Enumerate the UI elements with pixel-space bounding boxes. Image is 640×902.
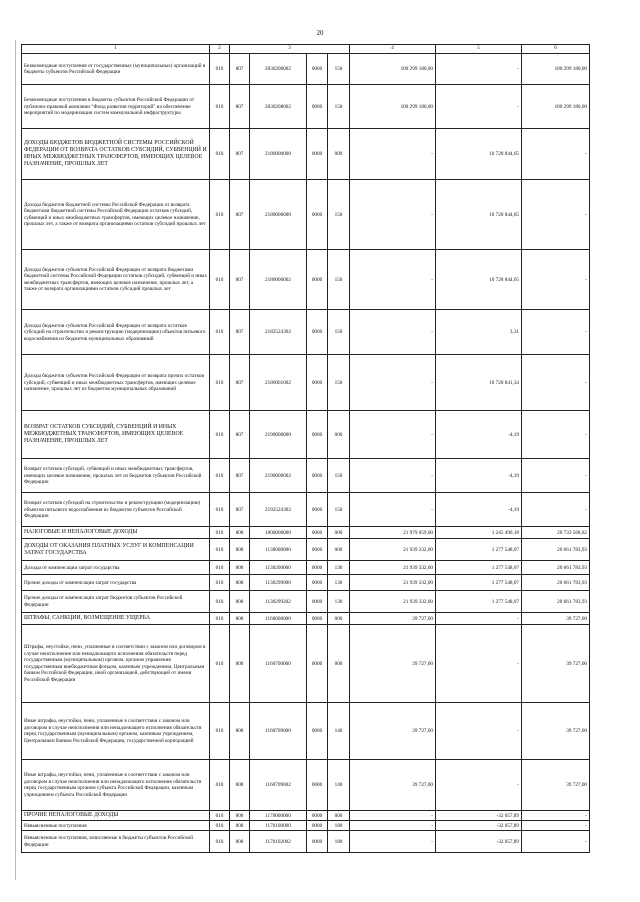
row-code-program: 0000 xyxy=(307,129,328,180)
row-value-executed: 10 728 844,65 xyxy=(436,129,522,180)
row-value-remaining: - xyxy=(522,831,590,853)
table-row xyxy=(22,561,590,575)
row-code-a: 010 xyxy=(210,411,230,459)
row-value-approved: - xyxy=(350,411,436,459)
row-name: Невыясненные поступления, зачисляемые в бюджеты субъектов Российской Федерации xyxy=(22,831,210,853)
row-code-main: 1160000000 xyxy=(250,613,307,625)
row-code-program: 0000 xyxy=(307,411,328,459)
row-code-kosgu: 130 xyxy=(328,575,350,591)
row-value-remaining: - xyxy=(522,411,590,459)
row-name: ПРОЧИЕ НЕНАЛОГОВЫЕ ДОХОДЫ xyxy=(22,811,210,821)
row-code-main: 2182524302 xyxy=(250,310,307,355)
row-code-main: 1170100000 xyxy=(250,821,307,831)
row-value-executed: -32 057,89 xyxy=(436,831,522,853)
row-code-a: 010 xyxy=(210,355,230,411)
row-value-executed: 1 245 490,18 xyxy=(436,527,522,539)
row-value-approved: 39 727,00 xyxy=(350,625,436,703)
row-name: Возврат остатков субсидий, субвенций и иных межбюджетных трансфертов, имеющих целевое назначение, прошлых лет из бюджетов субъектов Российской Федерации xyxy=(22,459,210,493)
row-value-executed: - xyxy=(436,625,522,703)
row-code-a: 010 xyxy=(210,527,230,539)
row-name: Доходы бюджетов субъектов Российской Федерации от возврата бюджетами бюджетной системы Российской Федерации остатков субсидий, субвенций и иных межбюджетных трансфертов, имеющих целевое назначение, прошлых лет, а также от возврата организациями остатков субсидий прошлых лет xyxy=(22,250,210,310)
row-name: Доходы бюджетов субъектов Российской Федерации от возврата прочих остатков субсидий, субвенций и иных межбюджетных трансфертов, имеющих целевое назначение, прошлых лет из бюджетов муниципальных образований xyxy=(22,355,210,411)
table-row xyxy=(22,85,590,129)
row-code-main: 1130299000 xyxy=(250,575,307,591)
table-row xyxy=(22,411,590,459)
row-code-kosgu: 150 xyxy=(328,85,350,129)
row-value-remaining: - xyxy=(522,493,590,527)
row-code-a: 010 xyxy=(210,821,230,831)
row-value-executed: 3,31 xyxy=(436,310,522,355)
row-name: Возврат остатков субсидий на строительство и реконструкцию (модернизацию) объектов питьевого водоснабжения из бюджетов субъектов Российской Федерации xyxy=(22,493,210,527)
table-row xyxy=(22,760,590,811)
row-value-approved: - xyxy=(350,821,436,831)
row-code-main: 2192524302 xyxy=(250,493,307,527)
row-code-main: 1170000000 xyxy=(250,811,307,821)
row-name: Доходы от компенсации затрат государства xyxy=(22,561,210,575)
row-code-kosgu: 130 xyxy=(328,591,350,613)
row-code-kosgu: 000 xyxy=(328,613,350,625)
row-code-program: 0000 xyxy=(307,355,328,411)
header-col-2: 2 xyxy=(210,45,230,54)
row-name: ШТРАФЫ, САНКЦИИ, ВОЗМЕЩЕНИЕ УЩЕРБА xyxy=(22,613,210,625)
row-code-admin: 808 xyxy=(230,821,250,831)
row-code-a: 010 xyxy=(210,180,230,250)
row-code-main: 1160700000 xyxy=(250,625,307,703)
row-code-main: 2180000002 xyxy=(250,250,307,310)
row-code-a: 010 xyxy=(210,613,230,625)
row-name: Прочие доходы от компенсации затрат государства xyxy=(22,575,210,591)
row-name: Доходы бюджетов бюджетной системы Российской Федерации от возврата бюджетами бюджетной системы Российской Федерации остатков субсидий, субвенций и иных межбюджетных трансфертов, имеющих целевое назначение, прошлых лет, а также от возврата организациями остатков субсидий прошлых лет xyxy=(22,180,210,250)
row-value-remaining: 39 727,00 xyxy=(522,625,590,703)
row-code-a: 010 xyxy=(210,831,230,853)
row-code-main: 1000000000 xyxy=(250,527,307,539)
header-col-6: 6 xyxy=(522,45,590,54)
header-row xyxy=(22,45,590,54)
row-code-main: 2190000000 xyxy=(250,411,307,459)
row-code-kosgu: 000 xyxy=(328,625,350,703)
row-value-remaining: - xyxy=(522,821,590,831)
row-code-admin: 808 xyxy=(230,539,250,561)
row-value-approved: 21 979 059,00 xyxy=(350,527,436,539)
row-value-executed: -32 057,89 xyxy=(436,811,522,821)
row-name: Безвозмездные поступления в бюджеты субъектов Российской Федерации от публично-правовой компании "Фонд развития территорий" на обеспечение мероприятий по модернизации систем коммунальной инфраструктуры xyxy=(22,85,210,129)
table-row xyxy=(22,54,590,85)
row-name: Прочие доходы от компенсации затрат бюджетов субъектов Российской Федерации xyxy=(22,591,210,613)
row-code-kosgu: 140 xyxy=(328,760,350,811)
row-code-admin: 807 xyxy=(230,250,250,310)
table-row xyxy=(22,575,590,591)
row-value-remaining: 39 727,00 xyxy=(522,703,590,760)
row-value-approved: - xyxy=(350,459,436,493)
row-code-main: 1130299202 xyxy=(250,591,307,613)
row-code-kosgu: 150 xyxy=(328,54,350,85)
row-value-approved: 39 727,00 xyxy=(350,703,436,760)
row-code-kosgu: 150 xyxy=(328,250,350,310)
table-row xyxy=(22,539,590,561)
row-value-executed: - xyxy=(436,703,522,760)
row-code-program: 0000 xyxy=(307,811,328,821)
row-value-approved: - xyxy=(350,180,436,250)
header-col-1: 1 xyxy=(22,45,210,54)
row-value-executed: -4,19 xyxy=(436,411,522,459)
row-code-admin: 808 xyxy=(230,575,250,591)
header-col-3: 3 xyxy=(230,45,350,54)
row-code-admin: 807 xyxy=(230,411,250,459)
row-code-admin: 808 xyxy=(230,613,250,625)
row-code-program: 0000 xyxy=(307,613,328,625)
row-code-admin: 807 xyxy=(230,459,250,493)
row-value-approved: - xyxy=(350,493,436,527)
row-code-program: 0000 xyxy=(307,180,328,250)
row-value-remaining: - xyxy=(522,180,590,250)
row-value-remaining: - xyxy=(522,129,590,180)
row-code-main: 1170102002 xyxy=(250,831,307,853)
row-name: Безвозмездные поступления от государственных (муниципальных) организаций в бюджеты субъектов Российской Федерации xyxy=(22,54,210,85)
row-code-a: 010 xyxy=(210,85,230,129)
table-row xyxy=(22,613,590,625)
row-value-remaining: 20 661 783,93 xyxy=(522,591,590,613)
table-row xyxy=(22,821,590,831)
row-value-executed: - xyxy=(436,54,522,85)
row-value-executed: 10 728 844,65 xyxy=(436,250,522,310)
row-code-a: 010 xyxy=(210,811,230,821)
row-code-program: 0000 xyxy=(307,250,328,310)
row-name: Доходы бюджетов субъектов Российской Федерации от возврата остатков субсидий на строительство и реконструкцию (модернизацию) объектов питьевого водоснабжения из бюджетов муниципальных образований xyxy=(22,310,210,355)
table-row xyxy=(22,180,590,250)
row-code-main: 2190000002 xyxy=(250,459,307,493)
row-value-approved: 100 299 180,00 xyxy=(350,54,436,85)
row-value-approved: 21 939 332,00 xyxy=(350,539,436,561)
row-code-program: 0000 xyxy=(307,459,328,493)
row-value-executed: 10 728 841,34 xyxy=(436,355,522,411)
row-code-a: 010 xyxy=(210,459,230,493)
row-value-approved: 21 939 332,00 xyxy=(350,561,436,575)
row-code-kosgu: 000 xyxy=(328,811,350,821)
row-value-approved: 39 727,00 xyxy=(350,613,436,625)
row-code-program: 0000 xyxy=(307,575,328,591)
table-row xyxy=(22,493,590,527)
row-value-approved: 21 939 332,00 xyxy=(350,575,436,591)
row-code-a: 010 xyxy=(210,310,230,355)
row-value-executed: 1 277 548,07 xyxy=(436,591,522,613)
row-value-remaining: - xyxy=(522,250,590,310)
row-name: Иные штрафы, неустойки, пени, уплаченные в соответствии с законом или договором в случае неисполнения или ненадлежащего исполнения обязательств перед государственным органом субъекта Российской Федерации, казенным учреждением субъекта Российской Федерации xyxy=(22,760,210,811)
row-code-kosgu: 000 xyxy=(328,527,350,539)
header-col-4: 4 xyxy=(350,45,436,54)
table-row xyxy=(22,591,590,613)
row-value-approved: - xyxy=(350,355,436,411)
table-row xyxy=(22,831,590,853)
row-name: Иные штрафы, неустойки, пени, уплаченные в соответствии с законом или договором в случае неисполнения или ненадлежащего исполнения обязательств перед государственным (муниципальным) органом, казенным учреждением, Центральным банком Российской Федерации, государственной корпорацией xyxy=(22,703,210,760)
row-code-admin: 807 xyxy=(230,493,250,527)
row-code-program: 0000 xyxy=(307,310,328,355)
row-value-approved: 100 299 180,00 xyxy=(350,85,436,129)
row-name: Невыясненные поступления xyxy=(22,821,210,831)
row-value-remaining: - xyxy=(522,459,590,493)
row-value-executed: - xyxy=(436,760,522,811)
row-value-approved: - xyxy=(350,831,436,853)
row-code-a: 010 xyxy=(210,760,230,811)
row-value-remaining: 100 299 180,00 xyxy=(522,54,590,85)
row-code-program: 0000 xyxy=(307,703,328,760)
table-row xyxy=(22,310,590,355)
row-code-admin: 808 xyxy=(230,561,250,575)
row-code-program: 0000 xyxy=(307,85,328,129)
row-code-kosgu: 140 xyxy=(328,703,350,760)
row-value-remaining: - xyxy=(522,355,590,411)
row-value-executed: - xyxy=(436,85,522,129)
row-value-remaining: 20 661 783,93 xyxy=(522,539,590,561)
row-code-a: 010 xyxy=(210,250,230,310)
row-code-kosgu: 150 xyxy=(328,355,350,411)
row-code-main: 1160709000 xyxy=(250,703,307,760)
row-code-admin: 807 xyxy=(230,180,250,250)
row-value-executed: 1 277 548,07 xyxy=(436,539,522,561)
row-name: ДОХОДЫ ОТ ОКАЗАНИЯ ПЛАТНЫХ УСЛУГ И КОМПЕНСАЦИИ ЗАТРАТ ГОСУДАРСТВА xyxy=(22,539,210,561)
row-value-approved: - xyxy=(350,310,436,355)
row-code-kosgu: 150 xyxy=(328,493,350,527)
row-name: НАЛОГОВЫЕ И НЕНАЛОГОВЫЕ ДОХОДЫ xyxy=(22,527,210,539)
row-value-executed: 10 728 844,65 xyxy=(436,180,522,250)
row-code-admin: 808 xyxy=(230,831,250,853)
table-row xyxy=(22,355,590,411)
row-code-admin: 807 xyxy=(230,85,250,129)
row-code-a: 010 xyxy=(210,703,230,760)
row-value-remaining: - xyxy=(522,811,590,821)
row-name: Штрафы, неустойки, пени, уплаченные в соответствии с законом или договором в случае неисполнения или ненадлежащего исполнения обязательств перед государственным (муниципальным) органом, органом управления государственным внебюджетным фондом, казенным учреждением, Центральным банком Российской Федерации, иной организацией, действующей от имени Российской Федерации xyxy=(22,625,210,703)
revenue-table xyxy=(21,44,590,853)
row-code-program: 0000 xyxy=(307,591,328,613)
row-code-main: 2030208002 xyxy=(250,85,307,129)
row-code-admin: 807 xyxy=(230,310,250,355)
row-value-executed: -4,19 xyxy=(436,459,522,493)
row-code-a: 010 xyxy=(210,591,230,613)
row-value-remaining: 20 733 568,82 xyxy=(522,527,590,539)
row-code-a: 010 xyxy=(210,575,230,591)
row-code-main: 1160709002 xyxy=(250,760,307,811)
row-code-a: 010 xyxy=(210,539,230,561)
row-code-kosgu: 150 xyxy=(328,180,350,250)
row-code-main: 2180000000 xyxy=(250,180,307,250)
row-code-program: 0000 xyxy=(307,493,328,527)
table-row xyxy=(22,459,590,493)
row-code-program: 0000 xyxy=(307,54,328,85)
row-code-kosgu: 000 xyxy=(328,411,350,459)
page-number: 20 xyxy=(316,29,324,37)
row-value-approved: - xyxy=(350,811,436,821)
row-value-executed: -32 057,89 xyxy=(436,821,522,831)
row-code-a: 010 xyxy=(210,493,230,527)
row-code-program: 0000 xyxy=(307,527,328,539)
row-code-admin: 808 xyxy=(230,591,250,613)
row-code-admin: 808 xyxy=(230,760,250,811)
row-value-approved: - xyxy=(350,250,436,310)
row-code-admin: 807 xyxy=(230,355,250,411)
table-row xyxy=(22,625,590,703)
row-value-approved: - xyxy=(350,129,436,180)
row-code-program: 0000 xyxy=(307,831,328,853)
row-value-executed: 1 277 548,07 xyxy=(436,575,522,591)
row-code-kosgu: 130 xyxy=(328,561,350,575)
row-value-executed: - xyxy=(436,613,522,625)
row-code-a: 010 xyxy=(210,129,230,180)
table-row xyxy=(22,129,590,180)
row-value-remaining: 39 727,00 xyxy=(522,760,590,811)
row-code-admin: 807 xyxy=(230,54,250,85)
table-row xyxy=(22,527,590,539)
row-code-kosgu: 150 xyxy=(328,459,350,493)
row-code-main: 2030200002 xyxy=(250,54,307,85)
row-code-program: 0000 xyxy=(307,539,328,561)
row-code-kosgu: 000 xyxy=(328,539,350,561)
row-code-main: 2180000000 xyxy=(250,129,307,180)
scan-edge-line xyxy=(15,40,16,880)
row-code-admin: 807 xyxy=(230,129,250,180)
row-value-remaining: 39 727,00 xyxy=(522,613,590,625)
row-code-main: 1130000000 xyxy=(250,539,307,561)
table-row xyxy=(22,703,590,760)
row-value-remaining: 20 661 783,93 xyxy=(522,561,590,575)
row-code-program: 0000 xyxy=(307,821,328,831)
row-value-approved: 21 939 332,00 xyxy=(350,591,436,613)
row-code-a: 010 xyxy=(210,625,230,703)
row-code-admin: 808 xyxy=(230,811,250,821)
row-code-main: 2186001002 xyxy=(250,355,307,411)
row-code-admin: 808 xyxy=(230,527,250,539)
row-code-a: 010 xyxy=(210,54,230,85)
row-code-kosgu: 150 xyxy=(328,310,350,355)
row-code-program: 0000 xyxy=(307,625,328,703)
row-code-program: 0000 xyxy=(307,561,328,575)
row-code-admin: 808 xyxy=(230,703,250,760)
row-code-kosgu: 180 xyxy=(328,831,350,853)
row-code-program: 0000 xyxy=(307,760,328,811)
row-value-remaining: 20 661 783,93 xyxy=(522,575,590,591)
row-code-kosgu: 180 xyxy=(328,821,350,831)
row-value-remaining: - xyxy=(522,310,590,355)
row-name: ВОЗВРАТ ОСТАТКОВ СУБСИДИЙ, СУБВЕНЦИЙ И ИНЫХ МЕЖБЮДЖЕТНЫХ ТРАНСФЕРТОВ, ИМЕЮЩИХ ЦЕЛЕВОЕ НАЗНАЧЕНИЕ, ПРОШЛЫХ ЛЕТ xyxy=(22,411,210,459)
header-col-5: 5 xyxy=(436,45,522,54)
row-code-main: 1130200000 xyxy=(250,561,307,575)
table-row xyxy=(22,250,590,310)
row-value-remaining: 100 299 180,00 xyxy=(522,85,590,129)
row-code-kosgu: 000 xyxy=(328,129,350,180)
row-value-executed: 1 277 548,07 xyxy=(436,561,522,575)
row-code-a: 010 xyxy=(210,561,230,575)
row-name: ДОХОДЫ БЮДЖЕТОВ БЮДЖЕТНОЙ СИСТЕМЫ РОССИЙСКОЙ ФЕДЕРАЦИИ ОТ ВОЗВРАТА ОСТАТКОВ СУБСИДИЙ, СУБВЕНЦИЙ И ИНЫХ МЕЖБЮДЖЕТНЫХ ТРАНСФЕРТОВ, ИМЕЮЩИХ ЦЕЛЕВОЕ НАЗНАЧЕНИЕ, ПРОШЛЫХ ЛЕТ xyxy=(22,129,210,180)
row-code-admin: 808 xyxy=(230,625,250,703)
row-value-executed: -4,19 xyxy=(436,493,522,527)
row-value-approved: 39 727,00 xyxy=(350,760,436,811)
table-row xyxy=(22,811,590,821)
